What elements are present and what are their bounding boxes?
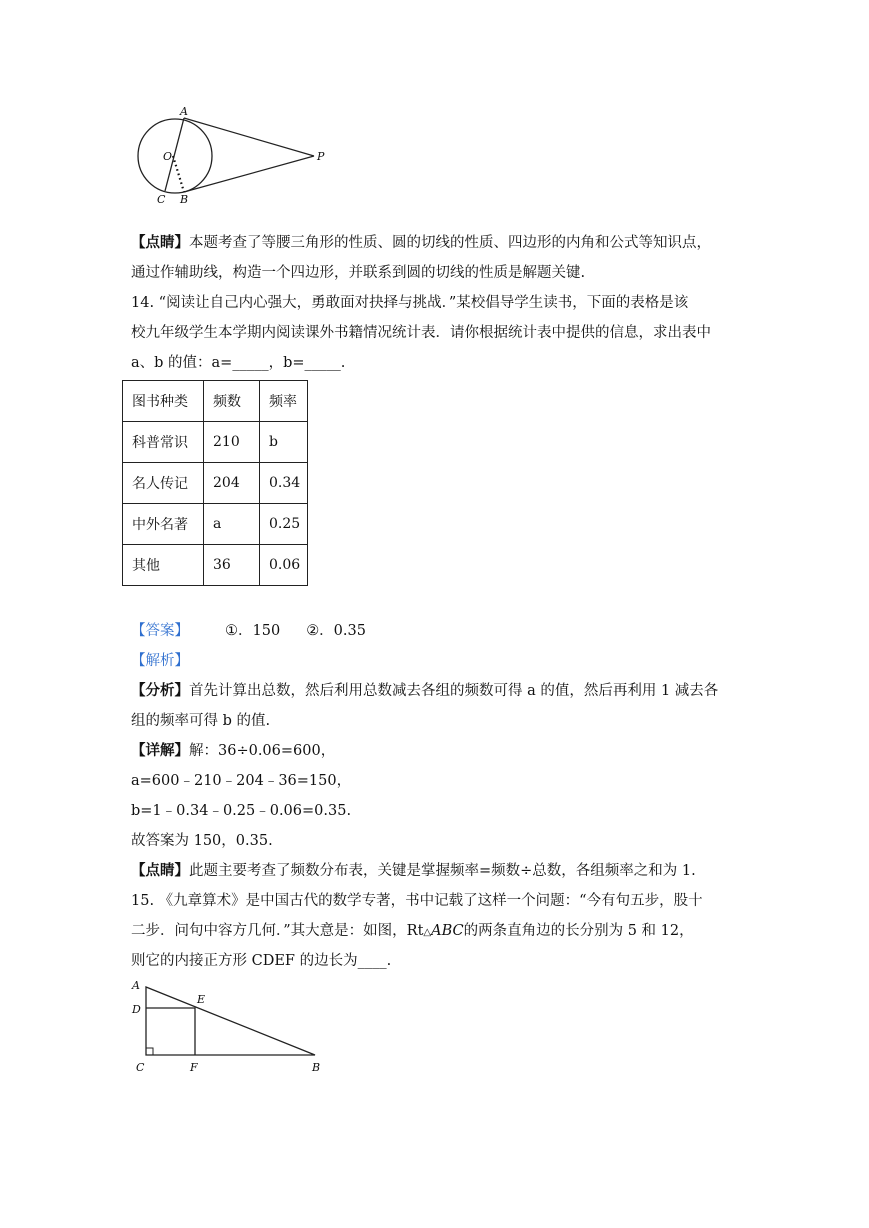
table-cell: 中外名著 bbox=[123, 504, 204, 545]
xiangjie-line4: 故答案为 150，0.35. bbox=[131, 833, 273, 849]
xiangjie-line2: a=600﹣210﹣204﹣36=150， bbox=[131, 773, 352, 789]
fenxi-tag: 【分析】 bbox=[131, 682, 189, 699]
q14-line1: 14. “阅读让自己内心强大，勇敢面对抉择与挑战．”某校倡导学生读书，下面的表格是该 bbox=[131, 295, 689, 311]
label-f: F bbox=[190, 1061, 198, 1074]
answer-value-2: ②．0.35 bbox=[306, 623, 366, 639]
answer-value-1: ①．150 bbox=[225, 623, 281, 639]
q15-abc: ABC bbox=[431, 923, 464, 939]
table-row bbox=[123, 504, 308, 545]
table-cell: 36 bbox=[204, 545, 260, 586]
q13-comment-text1: 本题考查了等腰三角形的性质、圆的切线的性质、四边形的内角和公式等知识点， bbox=[189, 235, 711, 251]
q15-triangle-symbol: △ bbox=[423, 927, 432, 938]
xiangjie-tag: 【详解】 bbox=[131, 742, 189, 759]
label-c: C bbox=[157, 193, 166, 206]
circle-o bbox=[138, 119, 212, 193]
tangent-pa bbox=[184, 118, 314, 156]
table-header-cell: 频数 bbox=[204, 381, 260, 422]
q15-line3: 则它的内接正方形 CDEF 的边长为____. bbox=[131, 953, 392, 969]
label-a: A bbox=[180, 105, 188, 118]
label-d: D bbox=[132, 1003, 141, 1016]
fenxi-text1: 首先计算出总数，然后利用总数减去各组的频数可得 a 的值，然后再利用 1 减去各 bbox=[189, 683, 719, 699]
xiangjie-line1 bbox=[131, 741, 335, 761]
label-b: B bbox=[312, 1061, 321, 1074]
frequency-table bbox=[122, 380, 308, 586]
table-header-row bbox=[123, 381, 308, 422]
triangle-abc bbox=[146, 987, 315, 1055]
table-cell: 0.34 bbox=[260, 463, 308, 504]
table-row bbox=[123, 422, 308, 463]
table-header-cell: 图书种类 bbox=[123, 381, 204, 422]
fenxi-line1 bbox=[131, 681, 718, 701]
table-cell: 210 bbox=[204, 422, 260, 463]
answer-tag: 【答案】 bbox=[131, 623, 189, 639]
label-a: A bbox=[132, 979, 140, 992]
q15-line1: 15. 《九章算术》是中国古代的数学专著，书中记载了这样一个问题：“今有句五步，股十 bbox=[131, 893, 703, 909]
table-cell: 0.25 bbox=[260, 504, 308, 545]
label-c: C bbox=[136, 1061, 145, 1074]
table-cell: 0.06 bbox=[260, 545, 308, 586]
table-row bbox=[123, 545, 308, 586]
table-cell: 204 bbox=[204, 463, 260, 504]
q15-text2a: 二步．问句中容方几何．”其大意是：如图，Rt bbox=[131, 923, 424, 939]
table-cell: 科普常识 bbox=[123, 422, 204, 463]
q13-comment-line2: 通过作辅助线，构造一个四边形，并联系到圆的切线的性质是解题关键. bbox=[131, 265, 586, 281]
label-p: P bbox=[317, 150, 325, 163]
q13-comment-tag: 【点睛】 bbox=[131, 234, 189, 251]
tangent-pb bbox=[184, 156, 314, 192]
analysis-tag: 【解析】 bbox=[131, 653, 189, 669]
xiangjie-line3: b=1﹣0.34﹣0.25﹣0.06=0.35. bbox=[131, 803, 352, 819]
xiangjie-text1: 解：36÷0.06=600， bbox=[189, 743, 336, 759]
table-row bbox=[123, 463, 308, 504]
triangle-square-figure bbox=[128, 975, 338, 1080]
q15-line2 bbox=[131, 921, 694, 943]
table-cell: b bbox=[260, 422, 308, 463]
table-header-cell: 频率 bbox=[260, 381, 308, 422]
label-e: E bbox=[197, 993, 206, 1006]
q14-comment-text: 此题主要考查了频数分布表，关键是掌握频率=频数÷总数，各组频率之和为 1. bbox=[189, 863, 696, 879]
label-b: B bbox=[180, 193, 189, 206]
right-angle-mark bbox=[146, 1048, 153, 1055]
table-cell: 其他 bbox=[123, 545, 204, 586]
q14-comment-line bbox=[131, 861, 696, 881]
q13-comment-line1 bbox=[131, 233, 711, 253]
fenxi-line2: 组的频率可得 b 的值. bbox=[131, 713, 271, 729]
circle-tangent-figure bbox=[128, 104, 338, 208]
label-o: O bbox=[163, 150, 173, 163]
table-cell: 名人传记 bbox=[123, 463, 204, 504]
dotted-ob bbox=[173, 156, 184, 192]
q14-comment-tag: 【点睛】 bbox=[131, 862, 189, 879]
table-cell: a bbox=[204, 504, 260, 545]
q14-line3: a、b 的值：a=_____，b=_____. bbox=[131, 355, 346, 371]
q14-line2: 校九年级学生本学期内阅读课外书籍情况统计表．请你根据统计表中提供的信息，求出表中 bbox=[131, 325, 711, 341]
q15-text2b: 的两条直角边的长分别为 5 和 12， bbox=[463, 923, 694, 939]
answer-line bbox=[131, 621, 366, 641]
